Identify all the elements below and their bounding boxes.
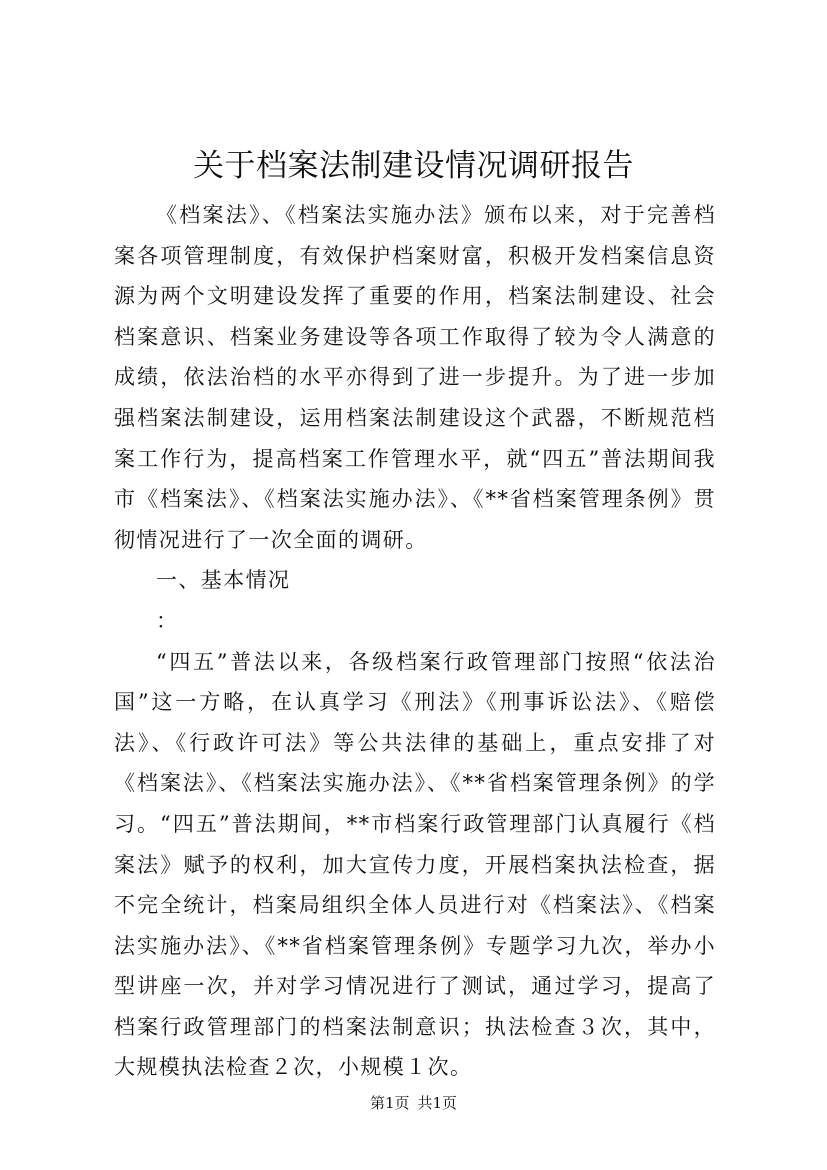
- intro-paragraph: 《档案法》、《档案法实施办法》颁布以来，对于完善档案各项管理制度，有效保护档案财富，积极开发档案信息资源为两个文明建设发挥了重要的作用，档案法制建设、社会档案意识、档案业务建设等各项工作取得了较为令人满意的成绩，依法治档的水平亦得到了进一步提升。为了进一步加强档案法制建设，运用档案法制建设这个武器，不断规范档案工作行为，提高档案工作管理水平，就“四五”普法期间我市《档案法》、《档案法实施办法》、《**省档案管理条例》贯彻情况进行了一次全面的调研。: [114, 203, 716, 552]
- section-heading: 一、基本情况: [156, 568, 291, 593]
- page-total: 共1页: [417, 1094, 458, 1112]
- page-number: 第1页: [369, 1094, 410, 1112]
- document-title: 关于档案法制建设情况调研报告: [193, 148, 634, 184]
- page-footer: [0, 1093, 827, 1113]
- body-paragraph: “四五”普法以来，各级档案行政管理部门按照“依法治国”这一方略，在认真学习《刑法》《刑事诉讼法》、《赔偿法》、《行政许可法》等公共法律的基础上，重点安排了对《档案法》、《档案法实施办法》、《**省档案管理条例》的学习。“四五”普法期间，**市档案行政管理部门认真履行《档案法》赋予的权利，加大宣传力度，开展档案执法检查，据不完全统计，档案局组织全体人员进行对《档案法》、《档案法实施办法》、《**省档案管理条例》专题学习九次，举办小型讲座一次，并对学习情况进行了测试，通过学习，提高了档案行政管理部门的档案法制意识；执法检查３次，其中，大规模执法检查２次，小规模１次。: [114, 649, 716, 1080]
- colon-line: ：: [156, 608, 179, 633]
- document-body: [114, 195, 716, 1088]
